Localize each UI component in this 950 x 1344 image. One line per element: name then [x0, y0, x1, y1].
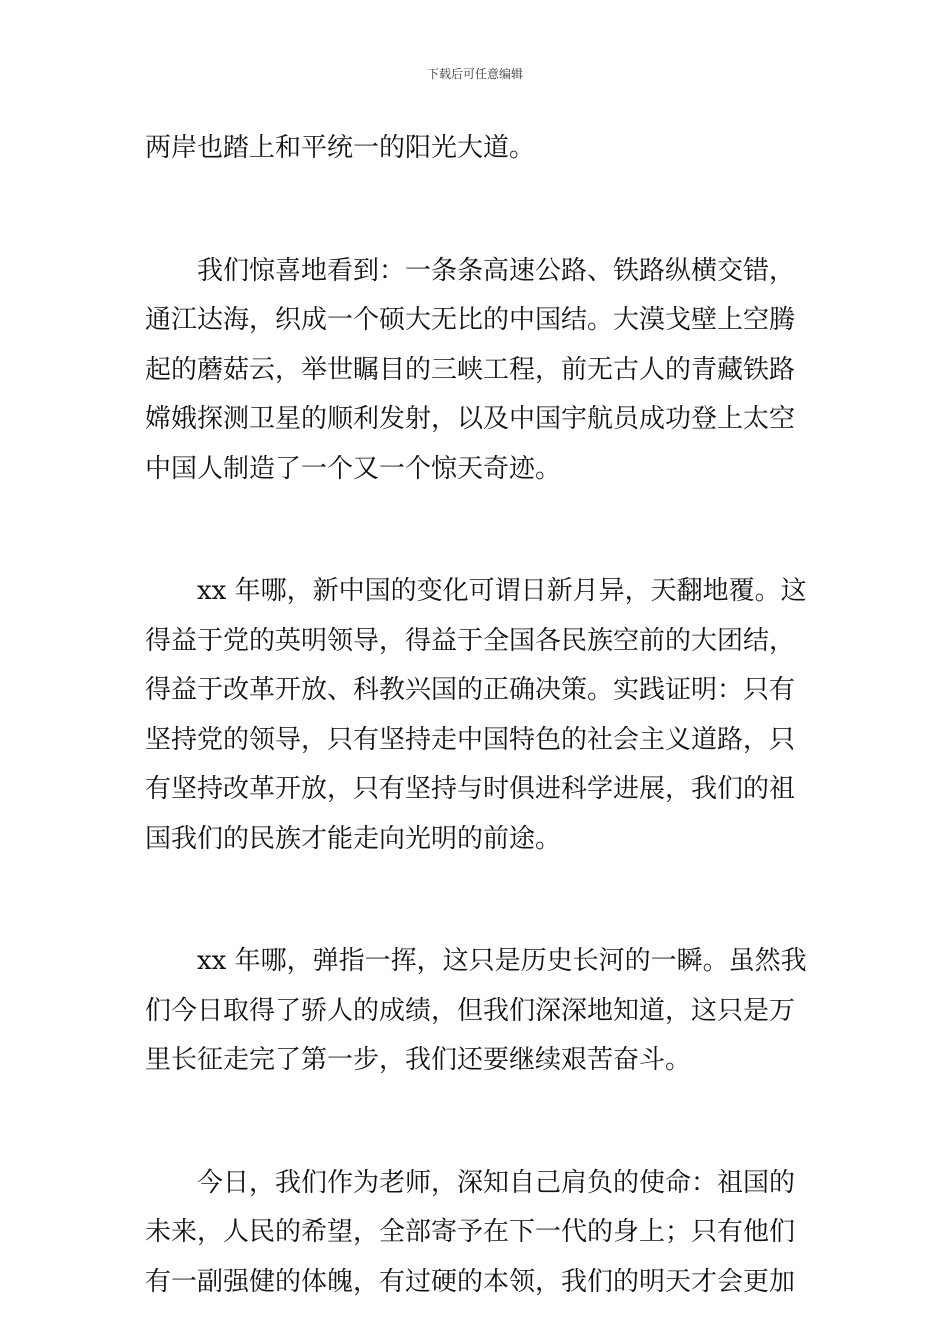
paragraph-gap	[145, 864, 809, 937]
paragraph-line: 起的蘑菇云，举世瞩目的三峡工程，前无古人的青藏铁路	[145, 354, 796, 385]
paragraph-line: 今日，我们作为老师，深知自己肩负的使命：祖国的	[197, 1167, 796, 1198]
paragraph-line: 两岸也踏上和平统一的阳光大道。	[145, 133, 536, 163]
paragraph-line: 们今日取得了骄人的成绩，但我们深深地知道，这只是万	[145, 995, 796, 1026]
paragraph-gap	[145, 1086, 809, 1159]
paragraph-line: 得益于改革开放、科教兴国的正确决策。实践证明：只有	[145, 675, 796, 705]
paragraph-line: 通江达海，织成一个硕大无比的中国结。大漠戈壁上空腾	[145, 305, 796, 335]
paragraph-line: xx 年哪，弹指一挥，这只是历史长河的一瞬。虽然我	[197, 946, 807, 976]
paragraph-2	[145, 247, 809, 495]
paragraph-line: 有坚持改革开放，只有坚持与时俱进科学进展，我们的祖	[145, 774, 796, 804]
paragraph-line: xx 年哪，新中国的变化可谓日新月异，天翻地覆。这	[197, 576, 807, 606]
paragraph-line: 我们惊喜地看到：一条条高速公路、铁路纵横交错，	[197, 255, 796, 286]
paragraph-4	[145, 937, 809, 1086]
paragraph-line: 国我们的民族才能走向光明的前途。	[145, 823, 562, 854]
paragraph-line: 中国人制造了一个又一个惊天奇迹。	[145, 453, 562, 484]
paragraph-line: 里长征走完了第一步，我们还要继续艰苦奋斗。	[145, 1045, 692, 1075]
paragraph-line: 得益于党的英明领导，得益于全国各民族空前的大团结，	[145, 625, 796, 656]
page-header-note: 下载后可任意编辑	[426, 67, 523, 81]
paragraph-line: 嫦娥探测卫星的顺利发射，以及中国宇航员成功登上太空	[145, 404, 796, 434]
paragraph-gap	[145, 494, 809, 567]
paragraph-line: 有一副强健的体魄，有过硬的本领，我们的明天才会更加	[145, 1266, 796, 1297]
paragraph-1	[145, 124, 809, 174]
paragraph-line: 未来，人民的希望，全部寄予在下一代的身上；只有他们	[145, 1217, 796, 1247]
paragraph-line: 坚持党的领导，只有坚持走中国特色的社会主义道路，只	[145, 724, 796, 755]
paragraph-3	[145, 567, 809, 864]
document-body	[145, 124, 809, 1307]
paragraph-gap	[145, 174, 809, 247]
paragraph-5	[145, 1159, 809, 1308]
